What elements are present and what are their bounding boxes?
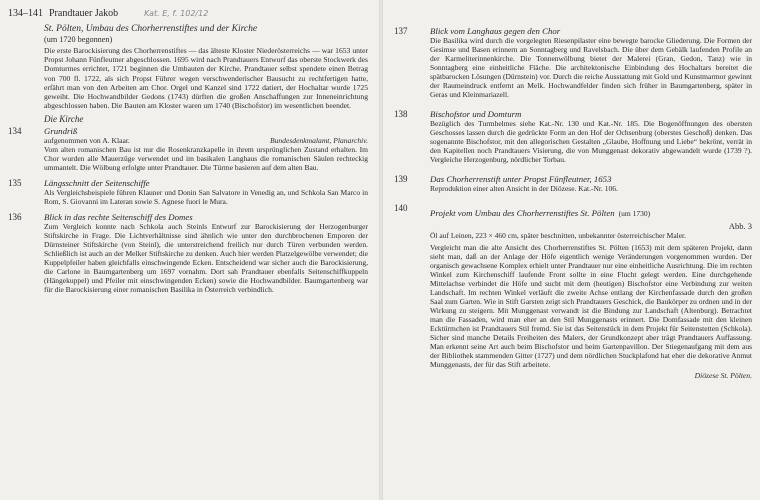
entry-text: Die Basilika wird durch die vorgelegten Riesenpilaster eine bewegte barocke Gliederung. Die Formen der Gesimse und Basen erinnern an Sonntagberg und Ravelsbach. Die über dem Gebälk laufenden Profile an der Karmeliterinnenkirche. Die Tonnenwölbung bietet der Malerei (Gran, Gedon, Tanz) wie in Sonntagberg eine einheitliche Fläche. Die architektonische Einbindung des Hochaltars bereitet die spätbarocken Lösungen (Dürnstein) vor. Durch die reiche Ausstattung mit Gold und Kunstmarmor gewinnt der Raumeindruck entfernt an Melk. Hochwandfelder finden sich früher in Baumgartenberg, später in Geras und Kleinmariazell.: [430, 36, 752, 99]
entry-title-note: (um 1730): [618, 209, 651, 218]
entry-signature: Diözese St. Pölten.: [694, 371, 752, 380]
entry-number: 134: [8, 126, 22, 137]
entry-number: 135: [8, 178, 22, 189]
entry-title: Das Chorherrenstift unter Propst Fünfleutner, 1653: [430, 174, 612, 184]
catalog-entry-134: [8, 126, 368, 172]
catalog-entry-135: [8, 178, 368, 206]
entry-medium: Öl auf Leinen, 223 × 460 cm, später beschnitten, unbekannter österreichischer Maler.: [430, 231, 687, 240]
credit-right: Bundesdenkmalamt, Planarchiv.: [269, 136, 368, 146]
handwritten-note: Kat. E, f. 102/12: [144, 9, 209, 18]
author-name: Prandtauer Jakob: [49, 8, 119, 19]
entry-text: Bezüglich des Turmhelmes siehe Kat.-Nr. 130 und Kat.-Nr. 185. Die Bogenöffnungen des obersten Geschosses lassen durch die gedrückte Form an den Hof der Ochsenburg (oberstes Geschoß) denken. Das sogenannte Bischofstor, mit den allegorischen Gestalten „Glaube, Hoffnung und Liebe“ bekrönt, verrät in den Kapitellen noch Prandtauers Visierung, die von Munggenast dekorativ abgewandelt wurde (1739 ?). Vergleiche Herzogenburg, nördlicher Torbau.: [430, 119, 752, 164]
entry-number: 136: [8, 212, 22, 223]
right-page: [384, 0, 760, 500]
entry-title: Längsschnitt der Seitenschiffe: [44, 178, 150, 189]
entry-title: Bischofstor und Domturm: [430, 109, 522, 119]
entry-text: Vergleicht man die alte Ansicht des Chorherrenstiftes St. Pölten (1653) mit dem späteren Projekt, dann sieht man, daß an der Anlage der Höfe eigentlich wenige Veränderungen vorgenommen wurden. Der organisch gewachsene Komplex erhielt unter Prandtauer nur eine einheitliche Ausrichtung. Die im rechten Winkel zum Kirchenschiff laufende Front sollte in eine Flucht gelegt werden. Eine durchgehende Mittelachse verbindet die Höfe und sucht mit dem (heutigen) Bischofstor eine Verbindung zur weiten Landschaft. Im rechten Winkel verläuft die zweite Achse entlang der Kirchenfassade durch den großen Saal zum Garten. Wie in Stift Garsten zeigt sich Prandtauers Geschick, die Baukörper zu ordnen und in der Wirkung zu steigern. Mit Munggenast verwandt ist die Bindung zur Landschaft (Altenburg). Betrachtet man die Fassaden, wird man eher an den Stil Munggenasts erinnert. Die Domfassade mit den kleinen Ecktürmchen ist Prandtauers Stil fremd. Sie ist das Seitenstück in dem Projekt für Seitenstetten (Schkola). Sicher sind manche Details Freiheiten des Malers, der Grundkonzept aber trägt Prandtauers Auffassung. Man erkennt seine Art auch beim Bischofstor und beim Gartenpavillon. Der Stiegenaufgang mit dem aus der Bibliothek stammenden Gitter (1727) und dem nördlichen Stuckplafond hat eher die dekorative Anmut Munggenasts, der für das Stift arbeitete.: [430, 243, 752, 369]
catalog-entry-139: [394, 174, 752, 193]
page-header: [8, 8, 368, 19]
entry-text: Als Vergleichsbeispiele führen Klauner und Donin San Salvatore in Venedig an, und Schkola San Marco in Rom, S. Giovanni im Lateran sowie S. Agnese fuori le Mura.: [44, 188, 368, 207]
entry-number: 138: [394, 109, 408, 119]
catalog-entry-136: [8, 212, 368, 294]
page-range: 134–141: [8, 8, 43, 19]
entry-title: Blick in das rechte Seitenschiff des Domes: [44, 212, 193, 223]
entry-text: Reproduktion einer alten Ansicht in der Diözese. Kat.-Nr. 106.: [430, 184, 618, 193]
entry-title: Grundriß: [44, 126, 78, 137]
catalog-entry-140: [394, 203, 752, 380]
credit-left: aufgenommen von A. Klaar.: [44, 136, 130, 146]
entry-credit: [44, 136, 368, 145]
entry-number: 139: [394, 174, 408, 184]
entry-text: Vom alten romanischen Bau ist nur die Rosenkranzkapelle in ihrem ursprünglichen Zustand erhalten. Im Chor wurden alle Mauerzüge verwendet und im basikalen Langhaus die romanischen Säulen rechteckig ummantelt. Die Wölbung erfolgte unter Prandtauer. Die Türme basieren auf dem alten Bau.: [44, 145, 368, 173]
left-page: [0, 0, 378, 500]
book-gutter: [379, 0, 383, 500]
figure-reference: Abb. 3: [728, 221, 752, 231]
intro-paragraph: Die erste Barockisierung des Chorherrenstiftes — das älteste Kloster Niederösterreichs — war 1653 unter Propst Johann Fünfleutner abgeschlossen. 1695 wird nach Prandtauers Entwurf das oberste Stockwerk des Domturmes errichtet, 1721 beginnen die Umbauten der Kirche. Prandtauer selbst spendete einen Betrag von 700 fl. 1722, als sich Propst Führer wegen verschwenderischer Bausucht zu rechtfertigen hatte, erfährt man von den Arbeiten am Chor. Orgel und Kanzel sind 1722 datiert, der Hochaltar wurde 1725 geweiht. Die Hochwandbilder Gedons (1743) dürften die großen Anschaffungen zur Inneneinrichtung abgeschlossen haben. Die Bauten am Kloster waren um 1740 (Bischofstor) im wesentlichen beendet.: [44, 46, 368, 111]
entry-title: Projekt vom Umbau des Chorherrenstiftes St. Pölten: [430, 208, 615, 218]
section-title: St. Pölten, Umbau des Chorherrenstiftes und der Kirche: [44, 24, 258, 34]
catalog-entry-137: [394, 26, 752, 99]
entry-title: Blick vom Langhaus gegen den Chor: [430, 26, 561, 36]
entry-number: 140: [394, 203, 408, 213]
entry-title-row: [430, 203, 752, 221]
entry-text: Zum Vergleich konnte nach Schkola auch Steinls Entwurf zur Barockisierung der Herzogenburger Stiftskirche in Frage. Die Lichtverhältnisse sind ähnlich wie unter den durchbrochenen Emporen der Dürnsteiner Stiftskirche (von Steinl), die unterstreichend freilich nur durch Türen verbunden werden. Schließlich ist auch an der Melker Stiftskirche zu denken. Auch hier werden Platzelgewölbe verwendet; die Kuppelpfeiler haben gleichfalls einschwingende Ecken. Entscheidend war sicher auch die Barockisierung, die Carlone in Baumgartenberg um 1697 vornahm. Dort sah Prandtauer ebenfalls Seitenschiffkuppeln (Hängekuppel) und Pfeiler mit einschwingenden Ecken) sowie die Hochwandbilder. Baumgartenberg war für die Barockisierung einer romanischen Basilika in Österreich verbindlich.: [44, 222, 368, 295]
subsection-heading: Die Kirche: [44, 114, 84, 125]
section-subtitle: (um 1720 begonnen): [44, 34, 113, 44]
entry-number: 137: [394, 26, 408, 36]
catalog-entry-138: [394, 109, 752, 164]
